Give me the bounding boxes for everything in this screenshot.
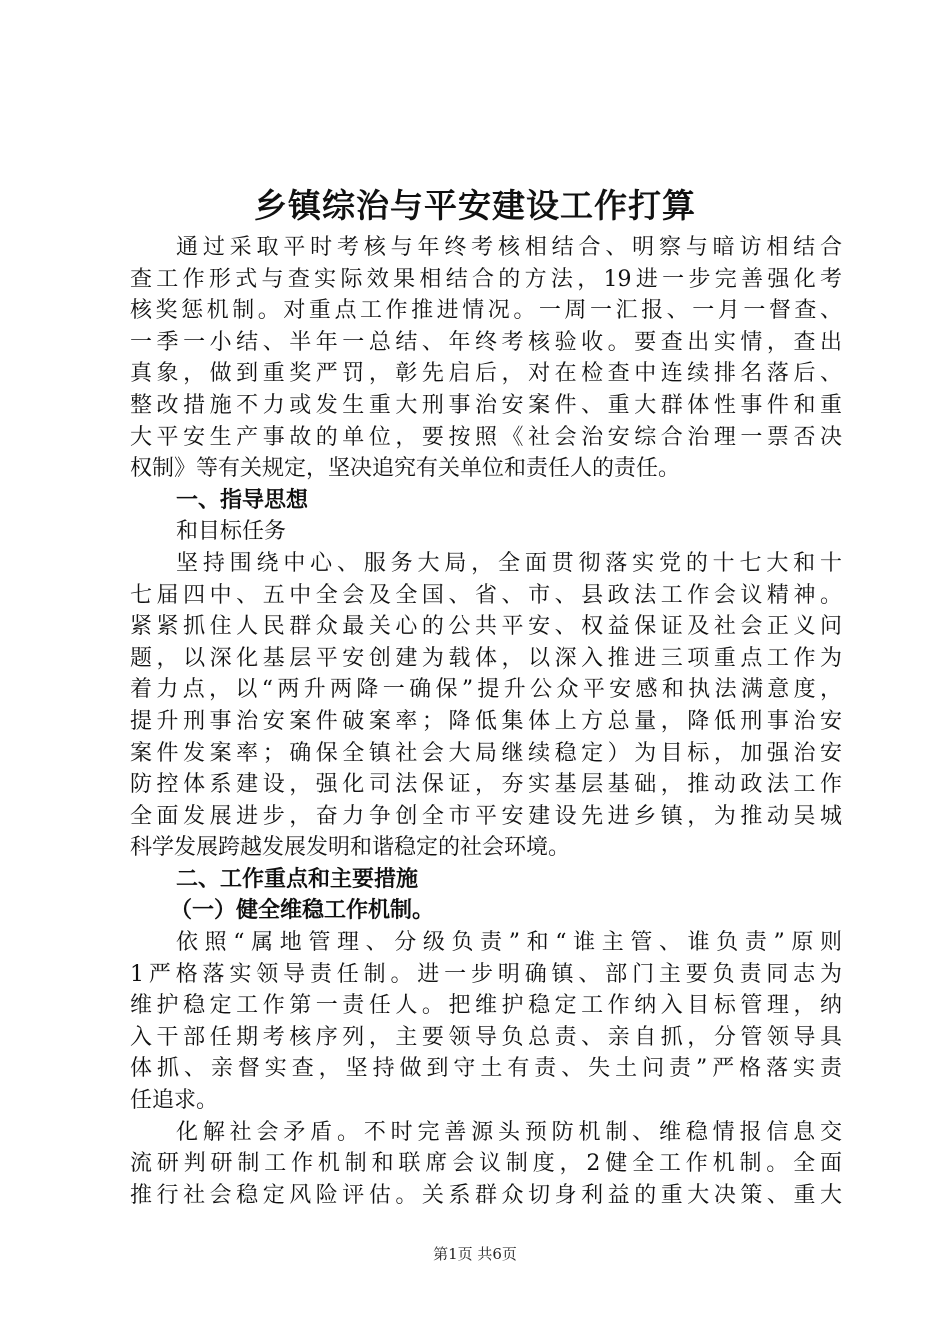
body-line: 入干部任期考核序列，主要领导负总责、亲自抓，分管领导具 [130,1024,842,1050]
body-line: 全面发展进步，奋力争创全市平安建设先进乡镇，为推动吴城 [130,803,842,829]
subsection-heading: （一）健全维稳工作机制。 [170,898,435,924]
document-body [130,232,842,1211]
body-line: 推行社会稳定风险评估。关系群众切身利益的重大决策、重大 [130,1182,842,1208]
body-line: 1严格落实领导责任制。进一步明确镇、部门主要负责同志为 [130,961,842,987]
body-line: 一季一小结、半年一总结、年终考核验收。要查出实情，查出 [130,329,842,355]
body-line: 着力点，以“两升两降一确保”提升公众平安感和执法满意度， [130,677,842,703]
body-line: 权制》等有关规定，坚决追究有关单位和责任人的责任。 [130,456,681,482]
section-heading-1: 一、指导思想 [176,487,309,513]
body-line: 流研判研制工作机制和联席会议制度，2健全工作机制。全面 [130,1151,842,1177]
body-line: 真象，做到重奖严罚，彰先启后，对在检查中连续排名落后、 [130,361,842,387]
section-heading-2: 二、工作重点和主要措施 [176,866,419,892]
body-line: 紧紧抓住人民群众最关心的公共平安、权益保证及社会正义问 [130,614,842,640]
body-line: 查工作形式与查实际效果相结合的方法，19进一步完善强化考 [130,266,842,292]
body-line: 防控体系建设，强化司法保证，夯实基层基础，推动政法工作 [130,772,842,798]
body-line: 体抓、亲督实查，坚持做到守土有责、失土问责”严格落实责 [130,1056,842,1082]
body-line: 整改措施不力或发生重大刑事治安案件、重大群体性事件和重 [130,392,842,418]
body-line: 和目标任务 [176,519,287,545]
body-line: 维护稳定工作第一责任人。把维护稳定工作纳入目标管理，纳 [130,993,842,1019]
body-line: 提升刑事治安案件破案率；降低集体上方总量，降低刑事治安 [130,708,842,734]
body-line: 坚持围绕中心、服务大局，全面贯彻落实党的十七大和十 [176,550,842,576]
body-line: 化解社会矛盾。不时完善源头预防机制、维稳情报信息交 [176,1119,842,1145]
body-line: 大平安生产事故的单位，要按照《社会治安综合治理一票否决 [130,424,842,450]
body-line: 题，以深化基层平安创建为载体，以深入推进三项重点工作为 [130,645,842,671]
body-line: 通过采取平时考核与年终考核相结合、明察与暗访相结合 [176,235,842,260]
body-line: 核奖惩机制。对重点工作推进情况。一周一汇报、一月一督查、 [130,298,842,324]
body-line: 案件发案率；确保全镇社会大局继续稳定）为目标，加强治安 [130,740,842,766]
body-line: 任追求。 [130,1088,219,1114]
body-line: 依照“属地管理、分级负责”和“谁主管、谁负责”原则 [176,930,842,956]
body-line: 科学发展跨越发展发明和谐稳定的社会环境。 [130,835,571,861]
body-line: 七届四中、五中全会及全国、省、市、县政法工作会议精神。 [130,582,842,608]
document-title: 乡镇综治与平安建设工作打算 [254,186,696,225]
page-footer: 第1页 共6页 [433,1245,517,1263]
